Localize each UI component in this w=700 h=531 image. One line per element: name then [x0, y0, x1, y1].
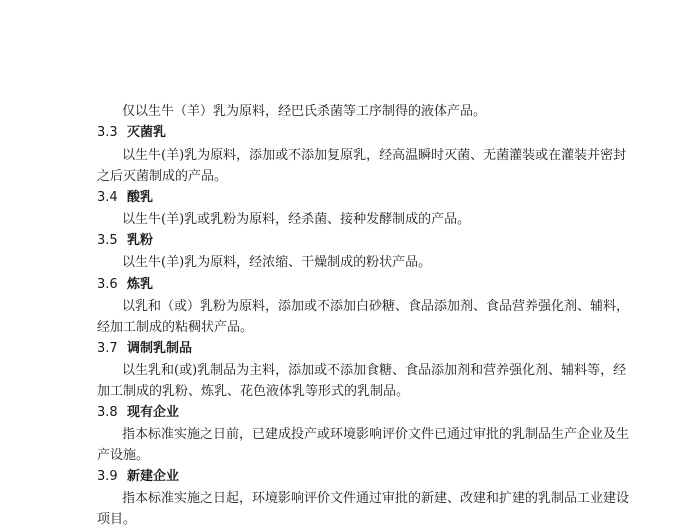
section-heading-3-5: [97, 230, 153, 252]
section-title: 现有企业: [127, 405, 180, 420]
section-title: 调制乳制品: [127, 341, 193, 356]
section-heading-3-7: [97, 338, 192, 360]
section-title: 乳粉: [127, 233, 154, 248]
paragraph-line: 项目。: [97, 512, 137, 527]
section-title: 酸乳: [127, 190, 154, 205]
section-title: 新建企业: [127, 469, 180, 484]
paragraph-line: 以生牛(羊)乳为原料，添加或不添加复原乳，经高温瞬时灭菌、无菌灌装或在灌装并密封: [122, 148, 627, 163]
section-number: 3.6: [97, 277, 118, 292]
paragraph-line: 以生乳和(或)乳制品为主料，添加或不添加食糖、食品添加剂和营养强化剂、辅料等，经: [122, 363, 627, 378]
section-number: 3.3: [97, 125, 118, 140]
section-number: 3.7: [97, 341, 118, 356]
section-heading-3-8: [97, 402, 179, 424]
section-title: 炼乳: [127, 277, 154, 292]
paragraph-line: 加工制成的乳粉、炼乳、花色液体乳等形式的乳制品。: [97, 384, 410, 399]
paragraph-line: 仅以生牛（羊）乳为原料，经巴氏杀菌等工序制得的液体产品。: [122, 104, 487, 119]
paragraph-line: 以乳和（或）乳粉为原料，添加或不添加白砂糖、食品添加剂、食品营养强化剂、辅料，: [122, 299, 630, 314]
section-title: 灭菌乳: [127, 125, 167, 140]
section-heading-3-3: [97, 122, 166, 144]
section-number: 3.9: [97, 469, 118, 484]
paragraph-line: 经加工制成的粘稠状产品。: [97, 320, 254, 335]
section-number: 3.8: [97, 405, 118, 420]
section-heading-3-4: [97, 187, 153, 209]
section-number: 3.4: [97, 190, 118, 205]
paragraph-line: 以生牛(羊)乳或乳粉为原料，经杀菌、接种发酵制成的产品。: [122, 212, 471, 227]
paragraph-line: 之后灭菌制成的产品。: [97, 169, 228, 184]
paragraph-line: 指本标准实施之日前，已建成投产或环境影响评价文件已通过审批的乳制品生产企业及生: [122, 427, 630, 442]
section-heading-3-9: [97, 466, 179, 488]
section-number: 3.5: [97, 233, 118, 248]
paragraph-line: 以生牛(羊)乳为原料，经浓缩、干燥制成的粉状产品。: [122, 255, 432, 270]
section-heading-3-6: [97, 274, 153, 296]
paragraph-line: 产设施。: [97, 448, 150, 463]
paragraph-line: 指本标准实施之日起，环境影响评价文件通过审批的新建、改建和扩建的乳制品工业建设: [122, 491, 630, 506]
